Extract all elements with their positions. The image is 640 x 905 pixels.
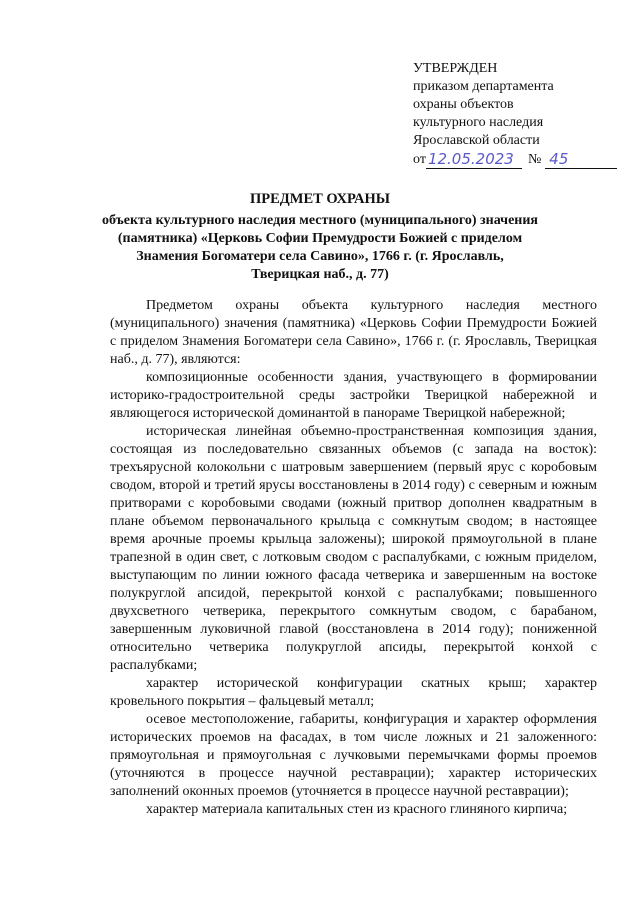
approval-line: охраны объектов (413, 97, 514, 112)
approval-title: УТВЕРЖДЕН (413, 61, 498, 76)
body-paragraph: историческая линейная объемно-пространственная композиция здания, состоящая из последовательно связанных объемов (с запада на восток): трехъярусной колокольни с шатровым завершением (первый ярус с коробовым сводом, второй и третий ярусы восстановлены в 2014 году) с северным и южным притворами с коробовыми сводами (южный притвор дополнен квадратным в плане объемом первоначального крыльца с сомкнутым сводом; в настоящее время арочные проемы крыльца заложены); широкой прямоугольной в плане трапезной в один свет, с лотковым сводом с распалубками, с южным приделом, выступающим по линии южного фасада четверика и завершенным на востоке полукруглой апсидой, перекрытой конхой с распалубками; повышенного двухсветного четверика, перекрытого сомкнутым сводом, с барабаном, завершенным луковичной главой (восстановлена в 2014 году); пониженной относительно четверика полукруглой апсиды, перекрытой конхой с распалубками; (110, 424, 597, 673)
body-paragraph: композиционные особенности здания, участвующего в формировании историко-градостроительной среды застройки Тверицкой набережной и являющегося исторической доминантой в панораме Тверицкой набережной; (110, 370, 597, 421)
handwritten-date: 12.05.2023 (426, 150, 522, 169)
document-subtitle-line: Знамения Богоматери села Савино», 1766 г. (г. Ярославль, (136, 249, 504, 264)
number-sign: № (527, 152, 542, 167)
document-heading (100, 190, 540, 284)
approval-line: культурного наследия (413, 115, 544, 130)
handwritten-number: 45 (545, 150, 617, 169)
approval-line: приказом департамента (413, 79, 554, 94)
document-body (110, 297, 597, 819)
body-paragraph: характер материала капитальных стен из красного глиняного кирпича; (146, 802, 568, 817)
body-paragraph: характер исторической конфигурации скатных крыш; характер кровельного покрытия – фальцевый металл; (110, 676, 597, 709)
document-subtitle-line: (памятника) «Церковь Софии Премудрости Божией с приделом (117, 231, 523, 246)
document-subtitle-line: Тверицкая наб., д. 77) (251, 267, 389, 282)
document-subtitle-line: объекта культурного наследия местного (муниципального) значения (101, 213, 538, 228)
body-paragraph: Предметом охраны объекта культурного наследия местного (муниципального) значения (памятника) «Церковь Софии Премудрости Божией с приделом Знамения Богоматери села Савино», 1766 г. (г. Ярославль, Тверицкая наб., д. 77), являются: (110, 298, 597, 367)
approval-date-number-row (413, 150, 617, 169)
from-label: от (413, 152, 426, 167)
document-title: ПРЕДМЕТ ОХРАНЫ (249, 191, 391, 207)
body-paragraph: осевое местоположение, габариты, конфигурация и характер оформления исторических проемов на фасадах, в том числе ложных и 21 заложенного: прямоугольная и прямоугольная с лучковыми перемычками формы проемов (уточняются в процессе научной реставрации); характер исторических заполнений оконных проемов (уточняется в процессе научной реставрации); (110, 712, 597, 799)
approval-stamp-block (413, 60, 617, 169)
approval-line: Ярославской области (413, 133, 540, 148)
